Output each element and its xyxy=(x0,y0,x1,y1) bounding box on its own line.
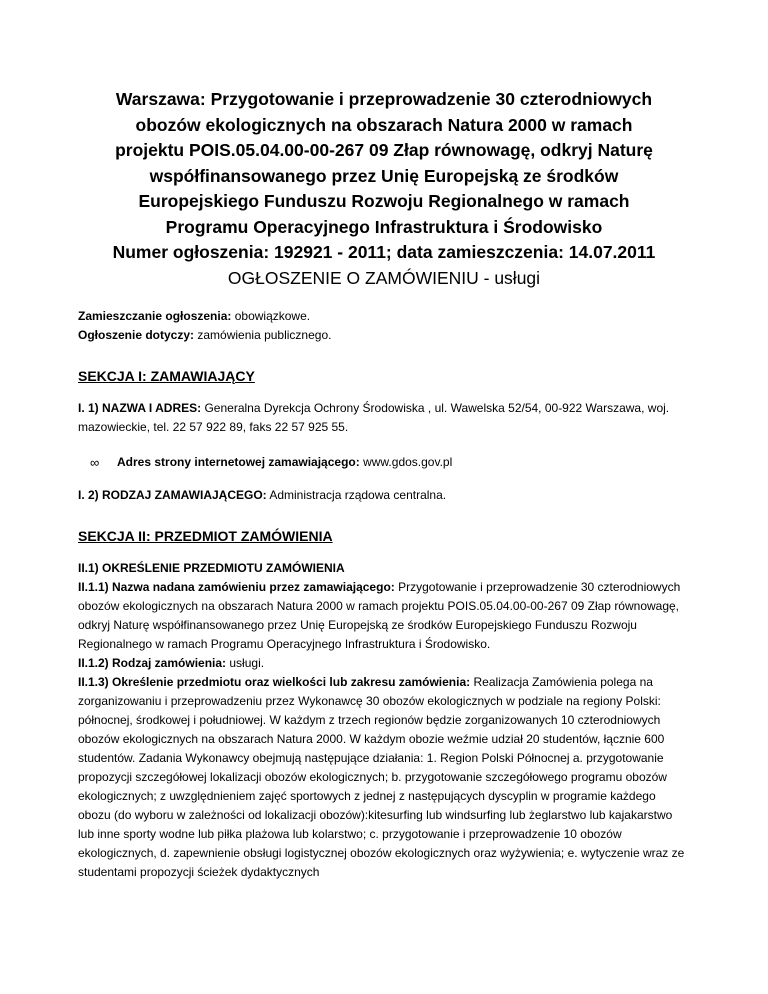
subject-definition-heading-text: II.1) OKREŚLENIE PRZEDMIOTU ZAMÓWIENIA xyxy=(78,560,345,575)
placement-label: Zamieszczanie ogłoszenia: xyxy=(78,308,232,323)
authority-type-label: I. 2) RODZAJ ZAMAWIAJĄCEGO: xyxy=(78,487,267,502)
contract-name-value: Przygotowanie i przeprowadzenie 30 czterodniowych obozów ekologicznych na obszarach Natura 2000 w ramach projektu POIS.05.04.00-00-267 09 Złap równowagę, odkryj Naturę współfinansowanego przez Unię Europejską ze środków Europejskiego Funduszu Rozwoju Regionalnego w ramach Programu Operacyjnego Infrastruktura i Środowisko. xyxy=(78,579,681,651)
infinity-bullet-icon: ∞ xyxy=(90,454,100,470)
title-line: współfinansowanego przez Unię Europejską ze środków xyxy=(149,165,619,186)
contract-kind-row xyxy=(78,654,690,673)
title-line: Europejskiego Funduszu Rozwoju Regionalnego w ramach xyxy=(138,191,630,211)
contract-scope-label: II.1.3) Określenie przedmiotu oraz wielkości lub zakresu zamówienia: xyxy=(78,674,471,689)
website-text xyxy=(117,453,452,472)
contract-scope-row xyxy=(78,673,690,882)
authority-type-value: Administracja rządowa centralna. xyxy=(269,487,447,502)
placement-value: obowiązkowe. xyxy=(234,308,311,323)
announcement-number-line: Numer ogłoszenia: 192921 - 2011; data zamieszczenia: 14.07.2011 xyxy=(112,242,656,262)
website-row xyxy=(90,453,690,472)
section-2-heading: SEKCJA II: PRZEDMIOT ZAMÓWIENIA xyxy=(78,527,333,544)
subject-definition-heading xyxy=(78,559,690,578)
concerns-label: Ogłoszenie dotyczy: xyxy=(78,327,195,342)
section-1-heading: SEKCJA I: ZAMAWIAJĄCY xyxy=(78,367,255,384)
website-link[interactable]: www.gdos.gov.pl xyxy=(363,454,453,469)
name-address-value: Generalna Dyrekcja Ochrony Środowiska , ul. Wawelska 52/54, 00-922 Warszawa, woj. mazowieckie, tel. 22 57 922 89, faks 22 57 925 55. xyxy=(78,400,670,434)
document-title xyxy=(78,87,690,266)
title-line: projektu POIS.05.04.00-00-267 09 Złap równowagę, odkryj Naturę xyxy=(115,140,653,160)
contract-kind-label: II.1.2) Rodzaj zamówienia: xyxy=(78,655,227,670)
title-line: obozów ekologicznych na obszarach Natura 2000 w ramach xyxy=(135,114,633,135)
contract-name-row xyxy=(78,578,690,654)
contract-scope-value: Realizacja Zamówienia polega na zorganizowaniu i przeprowadzeniu przez Wykonawcę 30 obozów ekologicznych w podziale na regiony Polski: północnej, środkowej i południowej. W każdym z trzech regionów będzie zorganizowanych 10 czterodniowych obozów ekologicznych na obszarach Natura 2000. W każdym obozie weźmie udział 20 studentów, łącznie 600 studentów. Zadania Wykonawcy obejmują następujące działania: 1. Region Polski Północnej a. przygotowanie propozycji szczegółowej lokalizacji obozów ekologicznych; b. przygotowanie szczegółowego programu obozów ekologicznych; z uwzględnieniem zajęć sportowych z jednej z następujących dyscyplin w programie każdego obozu (do wyboru w zależności od lokalizacji obozów):kitesurfing lub windsurfing lub żeglarstwo lub kajakarstwo lub inne sporty wodne lub piłka plażowa lub kolarstwo; c. przygotowanie i przeprowadzenie 10 obozów ekologicznych, d. zapewnienie obsługi logistycznej obozów ekologicznych oraz wyżywienia; e. wytyczenie wraz ze studentami propozycji ścieżek dydaktycznych xyxy=(78,674,685,879)
authority-type-row xyxy=(78,486,690,505)
document-page xyxy=(78,87,690,882)
contracting-authority-name xyxy=(78,399,690,437)
contract-kind-value: usługi. xyxy=(229,655,265,670)
contract-name-label: II.1.1) Nazwa nadana zamówieniu przez zamawiającego: xyxy=(78,579,395,594)
title-line: Programu Operacyjnego Infrastruktura i Środowisko xyxy=(165,216,603,237)
section-2-body xyxy=(78,559,690,882)
concerns-row xyxy=(78,326,690,345)
website-label: Adres strony internetowej zamawiającego: xyxy=(117,454,360,469)
concerns-value: zamówienia publicznego. xyxy=(197,327,332,342)
title-line: Warszawa: Przygotowanie i przeprowadzenie 30 czterodniowych xyxy=(115,89,653,109)
name-address-label: I. 1) NAZWA I ADRES: xyxy=(78,400,202,415)
announcement-meta xyxy=(78,307,690,345)
document-subtitle: OGŁOSZENIE O ZAMÓWIENIU - usługi xyxy=(227,267,541,288)
placement-row xyxy=(78,307,690,326)
